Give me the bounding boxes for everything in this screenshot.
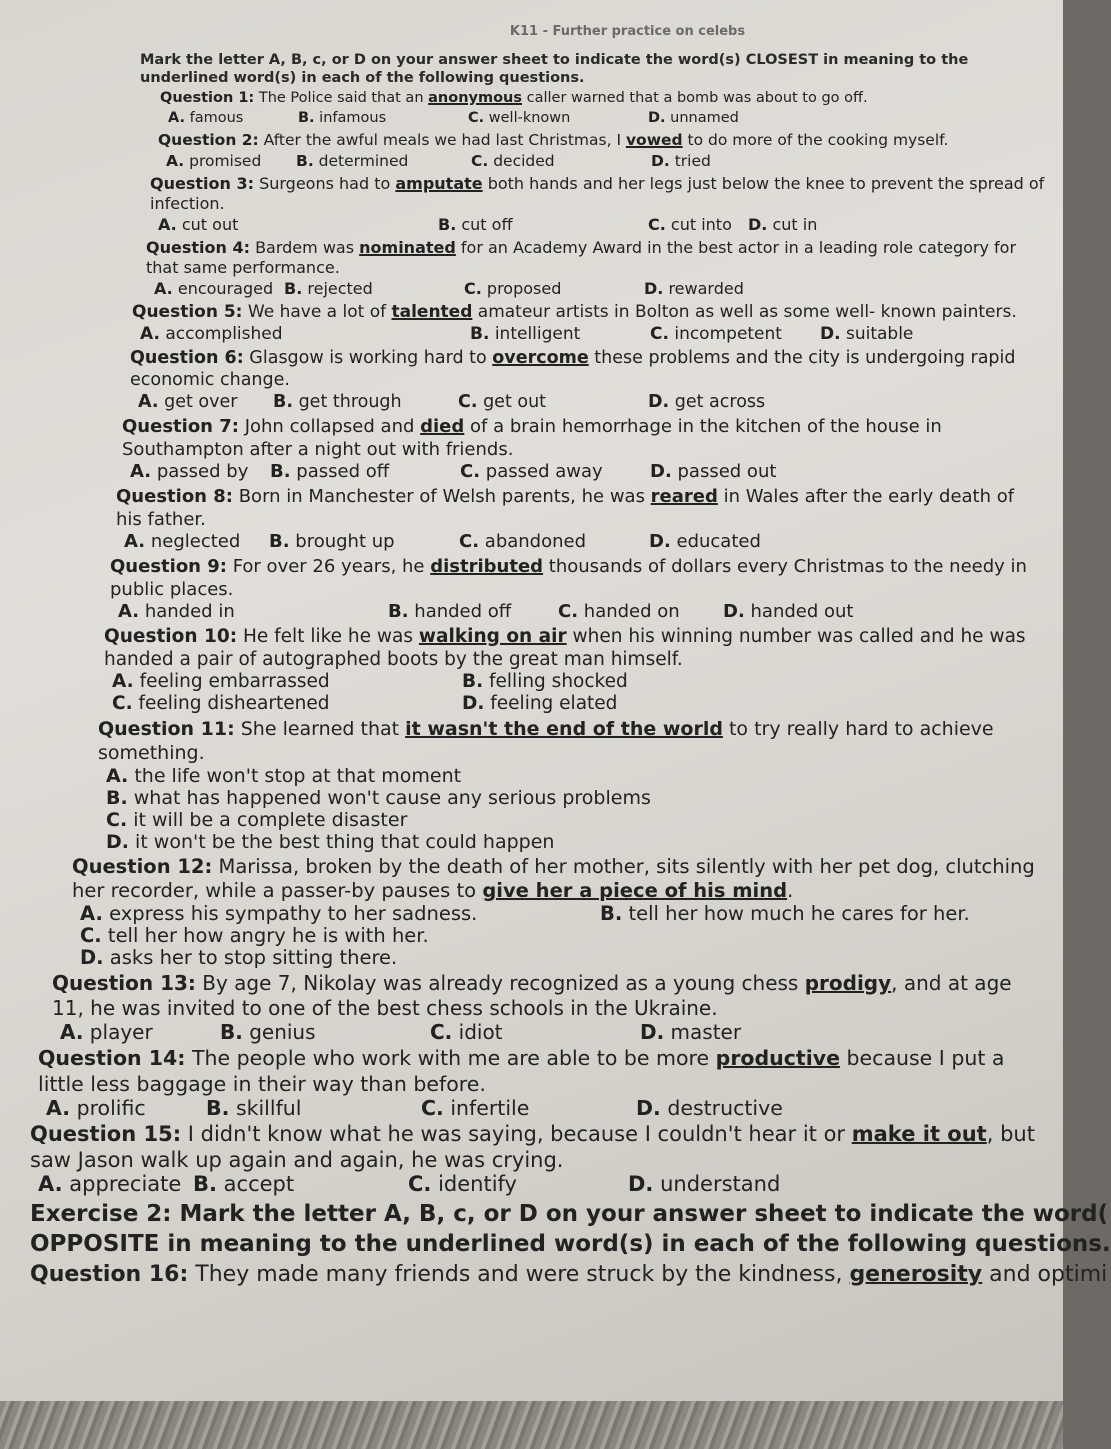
option-c[interactable]: C. passed away <box>460 461 603 482</box>
question-text-before: I didn't know what he was saying, because I couldn't hear it or <box>181 1122 852 1146</box>
worksheet-header: K11 - Further practice on celebs <box>509 24 746 39</box>
option-b[interactable]: B. get through <box>273 392 402 412</box>
underlined-word: amputate <box>395 174 483 193</box>
underlined-word: died <box>420 416 465 437</box>
option-c[interactable]: C. it will be a complete disaster <box>106 809 408 831</box>
question-text <box>104 625 1045 671</box>
underlined-word: talented <box>391 302 473 322</box>
question-text <box>98 717 1045 765</box>
answer-options <box>38 1173 1045 1195</box>
questions-list <box>30 89 1045 1195</box>
option-d[interactable]: D. cut in <box>748 215 818 234</box>
question-label: Question 14: <box>38 1046 186 1070</box>
option-c[interactable]: C. abandoned <box>459 531 587 552</box>
option-c[interactable]: C. proposed <box>464 279 562 298</box>
underlined-word: give her a piece of his mind <box>482 879 788 902</box>
option-b[interactable]: B. what has happened won't cause any serious problems <box>106 787 651 809</box>
option-a[interactable]: A. appreciate <box>38 1172 182 1196</box>
option-b[interactable]: B. infamous <box>298 110 387 126</box>
answer-options <box>124 531 1045 553</box>
question-label: Question 15: <box>30 1122 182 1146</box>
option-a[interactable]: A. handed in <box>118 601 235 622</box>
answer-options <box>158 214 1045 236</box>
underlined-word: reared <box>650 486 718 507</box>
question-2 <box>158 131 1045 172</box>
question-text-before: She learned that <box>234 718 406 740</box>
option-b[interactable]: B. intelligent <box>470 324 581 344</box>
option-a[interactable]: A. cut out <box>158 215 239 234</box>
question-text-before: Marissa, broken by the death of her mother, sits silently with her pet dog, clutching her recorder, while a passer-by pauses to <box>72 855 1035 902</box>
option-b[interactable]: B. handed off <box>388 601 512 622</box>
exercise-2-line-2: OPPOSITE in meaning to the underlined word(s) in each of the following questions. <box>30 1231 1111 1257</box>
option-d[interactable]: D. tried <box>651 152 711 170</box>
question-text-after: because I put a little less baggage in their way than before. <box>38 1046 1005 1096</box>
question-label: Question 6: <box>130 348 244 368</box>
underlined-word: vowed <box>625 131 683 149</box>
question-3 <box>150 174 1045 236</box>
question-5 <box>132 302 1045 345</box>
question-label: Question 2: <box>158 131 259 149</box>
question-text <box>146 238 1045 278</box>
underlined-word: walking on air <box>418 626 567 647</box>
option-d[interactable]: D. suitable <box>820 324 914 344</box>
option-c[interactable]: C. feeling disheartened <box>112 693 330 714</box>
option-c[interactable]: C. incompetent <box>650 324 782 344</box>
option-a[interactable]: A. neglected <box>124 531 241 552</box>
option-b[interactable]: B. accept <box>193 1172 295 1196</box>
option-b[interactable]: B. passed off <box>270 461 390 482</box>
option-d[interactable]: D. feeling elated <box>462 693 618 714</box>
underlined-word: distributed <box>430 556 544 577</box>
question-text-after: to try really hard to achieve something. <box>98 718 994 764</box>
underlined-word: overcome <box>492 348 589 368</box>
option-d[interactable]: D. get across <box>648 392 766 412</box>
option-a[interactable]: A. passed by <box>130 461 249 482</box>
question-text-after: of a brain hemorrhage in the kitchen of the house in Southampton after a night out with friends. <box>122 416 942 460</box>
question-label: Question 10: <box>104 626 238 647</box>
option-c[interactable]: C. cut into <box>648 215 732 234</box>
question-12 <box>72 855 1045 969</box>
option-d[interactable]: D. asks her to stop sitting there. <box>80 946 398 969</box>
question-text-before: The Police said that an <box>254 90 429 106</box>
question-text-after: and optimi <box>982 1262 1108 1287</box>
question-11 <box>98 717 1045 853</box>
underlined-word: make it out <box>851 1122 987 1146</box>
option-c[interactable]: C. identify <box>408 1172 517 1196</box>
question-7 <box>122 415 1045 483</box>
question-text-before: They made many friends and were struck by the kindness, <box>188 1262 850 1287</box>
question-4 <box>146 238 1045 300</box>
question-label: Question 5: <box>132 302 243 322</box>
question-text-after: when his winning number was called and he was handed a pair of autographed boots by the great man himself. <box>104 626 1026 670</box>
question-text <box>122 415 1045 461</box>
answer-options <box>118 601 1045 623</box>
underlined-word: productive <box>715 1046 841 1070</box>
underlined-word: prodigy <box>804 971 892 995</box>
question-text <box>160 89 1045 107</box>
question-label: Question 4: <box>146 238 250 257</box>
answer-options <box>168 107 1045 129</box>
question-text-after: in Wales after the early death of his father. <box>116 486 1015 530</box>
question-1 <box>160 89 1045 129</box>
question-text-before: He felt like he was <box>237 626 419 647</box>
question-text-after: , and at age 11, he was invited to one of the best chess schools in the Ukraine. <box>52 971 1012 1020</box>
question-text-before: Surgeons had to <box>253 174 396 193</box>
answer-options <box>80 903 1045 969</box>
question-text-before: Glasgow is working hard to <box>243 348 493 368</box>
question-text <box>116 485 1045 531</box>
question-text-after: amateur artists in Bolton as well as some well- known painters. <box>472 302 1017 322</box>
question-text-after: both hands and her legs just below the knee to prevent the spread of infection. <box>150 174 1045 213</box>
question-6 <box>130 347 1045 413</box>
question-label: Question 13: <box>52 971 196 995</box>
option-b[interactable]: B. tell her how much he cares for her. <box>600 902 970 925</box>
option-a[interactable]: A. feeling embarrassed <box>112 671 330 692</box>
question-label: Question 12: <box>72 855 213 878</box>
question-text-before: Born in Manchester of Welsh parents, he was <box>232 486 651 507</box>
question-14 <box>38 1045 1045 1119</box>
answer-options <box>106 765 1045 853</box>
question-text-after: thousands of dollars every Christmas to the needy in public places. <box>110 556 1027 600</box>
option-a[interactable]: A. player <box>60 1020 153 1044</box>
option-a[interactable]: A. encouraged <box>154 279 274 298</box>
option-d[interactable]: D. rewarded <box>644 279 744 298</box>
question-text <box>38 1045 1045 1097</box>
question-text-before: For over 26 years, he <box>226 556 431 577</box>
question-text-after: . <box>787 879 794 902</box>
question-text <box>158 131 1045 150</box>
question-text-before: The people who work with me are able to be more <box>185 1046 716 1070</box>
question-text <box>72 855 1045 903</box>
question-text-after: these problems and the city is undergoing rapid economic change. <box>130 348 1016 390</box>
question-text <box>130 347 1045 391</box>
question-8 <box>116 485 1045 553</box>
question-text-after: , but saw Jason walk up again and again, he was crying. <box>30 1122 1035 1172</box>
question-text-after: for an Academy Award in the best actor in a leading role category for that same performance. <box>146 238 1017 277</box>
option-d[interactable]: D. understand <box>628 1172 781 1196</box>
question-text-before: We have a lot of <box>242 302 392 322</box>
question-label: Question 1: <box>160 90 255 106</box>
question-13 <box>52 971 1045 1043</box>
question-text-before: John collapsed and <box>238 416 421 437</box>
question-text-before: After the awful meals we had last Christmas, I <box>258 131 626 149</box>
option-d[interactable]: D. educated <box>649 531 761 552</box>
option-a[interactable]: A. express his sympathy to her sadness. <box>80 902 478 925</box>
option-c[interactable]: C. infertile <box>421 1096 530 1120</box>
exercise-2-heading <box>30 1199 1111 1259</box>
question-9 <box>110 555 1045 623</box>
question-label: Question 8: <box>116 486 233 507</box>
option-b[interactable]: B. rejected <box>284 279 373 298</box>
option-c[interactable]: C. decided <box>471 152 555 170</box>
option-d[interactable]: D. handed out <box>723 601 854 622</box>
option-a[interactable]: A. famous <box>168 110 244 126</box>
question-label: Question 11: <box>98 718 235 740</box>
option-b[interactable]: B. felling shocked <box>462 671 628 692</box>
option-b[interactable]: B. skillful <box>206 1096 302 1120</box>
question-text <box>150 174 1045 214</box>
option-c[interactable]: C. handed on <box>558 601 680 622</box>
question-text <box>52 971 1045 1021</box>
option-b[interactable]: B. determined <box>296 152 409 170</box>
question-label: Question 16: <box>30 1262 189 1287</box>
question-text-before: Bardem was <box>249 238 360 257</box>
answer-options <box>138 391 1045 413</box>
question-text-after: caller warned that a bomb was about to go off. <box>522 90 868 106</box>
option-a[interactable]: A. prolific <box>46 1096 146 1120</box>
answer-options <box>166 150 1045 172</box>
option-d[interactable]: D. unnamed <box>648 110 739 126</box>
question-16 <box>30 1261 1108 1289</box>
question-10 <box>104 625 1045 715</box>
question-text-after: to do more of the cooking myself. <box>682 131 949 149</box>
option-c[interactable]: C. get out <box>458 392 547 412</box>
option-b[interactable]: B. cut off <box>438 215 513 234</box>
question-text-before: By age 7, Nikolay was already recognized as a young chess <box>195 971 805 995</box>
question-15 <box>30 1121 1045 1195</box>
option-d[interactable]: D. destructive <box>636 1096 783 1120</box>
instructions: Mark the letter A, B, c, or D on your answer sheet to indicate the word(s) CLOSEST in meaning to the underlined word(s) in each of the following questions. <box>140 52 969 86</box>
option-a[interactable]: A. the life won't stop at that moment <box>106 765 462 787</box>
underlined-word: nominated <box>359 238 456 257</box>
question-label: Question 9: <box>110 556 227 577</box>
underlined-word: anonymous <box>428 90 522 106</box>
answer-options <box>112 671 1045 715</box>
option-b[interactable]: B. brought up <box>269 531 395 552</box>
underlined-word: it wasn't the end of the world <box>405 718 723 740</box>
answer-options <box>140 323 1045 345</box>
answer-options <box>154 278 1045 300</box>
option-d[interactable]: D. master <box>640 1020 742 1044</box>
exercise-2-line-1: Exercise 2: Mark the letter A, B, c, or D on your answer sheet to indicate the word( <box>30 1201 1109 1227</box>
option-d[interactable]: D. passed out <box>650 461 777 482</box>
answer-options <box>46 1097 1045 1119</box>
option-c[interactable]: C. well-known <box>468 110 571 126</box>
underlined-word: generosity <box>849 1262 983 1287</box>
answer-options <box>60 1021 1045 1043</box>
question-text <box>30 1121 1045 1173</box>
option-a[interactable]: A. promised <box>166 152 262 170</box>
option-c[interactable]: C. idiot <box>430 1020 503 1044</box>
option-c[interactable]: C. tell her how angry he is with her. <box>80 924 429 947</box>
question-label: Question 7: <box>122 416 239 437</box>
question-text <box>110 555 1045 601</box>
answer-options <box>130 461 1045 483</box>
question-text <box>132 302 1045 323</box>
background-fabric <box>0 1401 1063 1449</box>
option-d[interactable]: D. it won't be the best thing that could happen <box>106 831 555 853</box>
option-a[interactable]: A. get over <box>138 392 238 412</box>
option-b[interactable]: B. genius <box>220 1020 316 1044</box>
question-label: Question 3: <box>150 174 254 193</box>
option-a[interactable]: A. accomplished <box>140 324 283 344</box>
